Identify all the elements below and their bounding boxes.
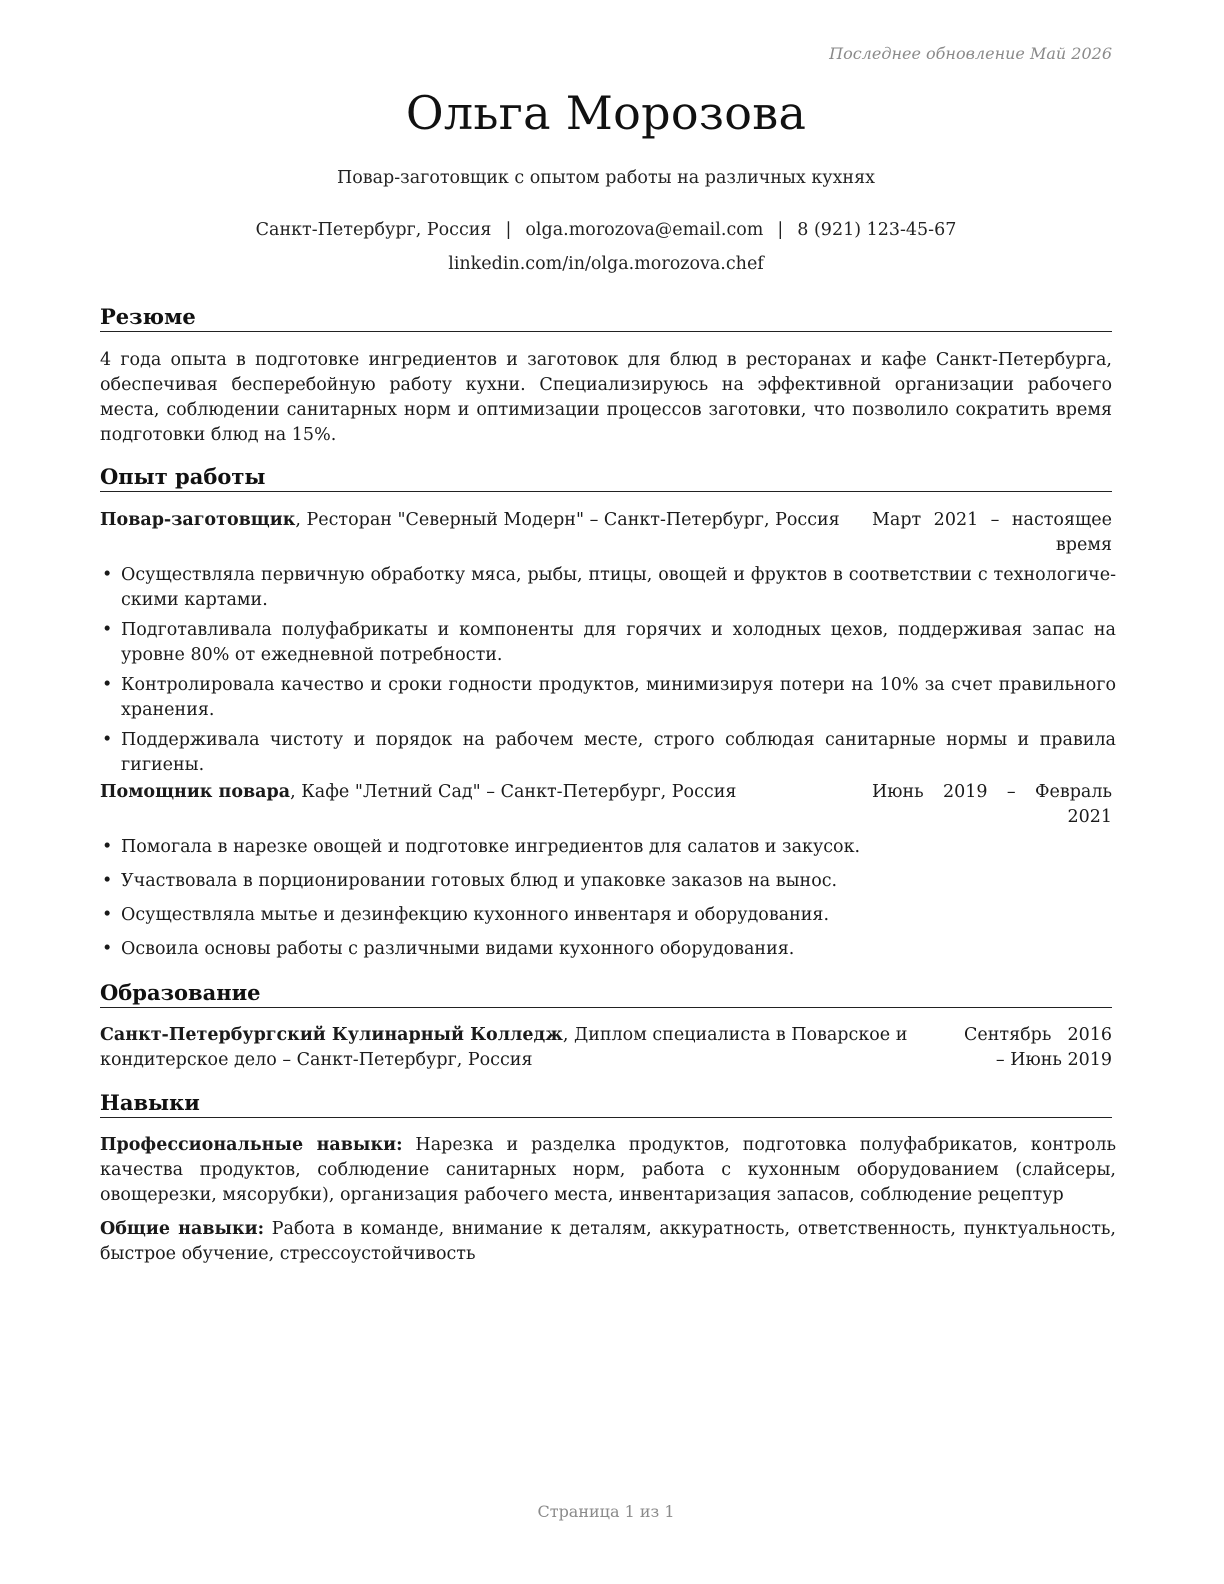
education-school: Санкт-Петербургский Кулинарный Колледж	[100, 1025, 563, 1045]
bullet-icon: •	[102, 675, 113, 695]
candidate-tagline: Повар-заготовщик с опытом работы на различных кухнях	[336, 168, 876, 188]
contact-email[interactable]: olga.morozova@email.com	[525, 220, 764, 240]
section-title-education: Образование	[100, 980, 1112, 1008]
job-bullets	[100, 835, 1116, 962]
bullet-icon: •	[102, 939, 113, 959]
resume-page	[100, 0, 1116, 1584]
bullet-icon: •	[102, 565, 113, 585]
general-skills-label: Общие навыки:	[100, 1219, 265, 1239]
list-item: • Помогала в нарезке овощей и подготовке ингредиентов для салатов и закусок.	[100, 835, 1116, 860]
summary-text: 4 года опыта в подготовке ингредиентов и заготовок для блюд в ресторанах и кафе Санкт-Петербурга, обеспечивая бесперебойную работу кухни. Специализируюсь на эффективной организации рабочего места, соблюдении санитарных норм и оптимизации процессов заготовки, что позволило сократить время подготовки блюд на 15%.	[100, 350, 1112, 445]
professional-skills	[100, 1133, 1116, 1208]
contact-location: Санкт-Петербург, Россия	[255, 220, 492, 240]
job-place: , Ресторан "Северный Модерн" – Санкт-Петербург, Россия	[295, 510, 840, 530]
job-place: , Кафе "Летний Сад" – Санкт-Петербург, Россия	[290, 782, 737, 802]
list-item: • Осуществляла первичную обработку мяса, рыбы, птицы, овощей и фруктов в соответствии с технологическими картами.	[102, 565, 1116, 610]
list-item: • Подготавливала полуфабрикаты и компоненты для горячих и холодных цехов, поддерживая запас на уровне 80% от ежедневной потребности.	[102, 620, 1116, 665]
bullet-icon: •	[102, 620, 113, 640]
general-skills-text: Работа в команде, внимание к деталям, аккуратность, ответственность, пунктуальность, быстрое обучение, стрессоустойчивость	[100, 1219, 1116, 1264]
bullet-icon: •	[102, 871, 113, 891]
list-item: • Освоила основы работы с различными видами кухонного оборудования.	[100, 937, 1116, 962]
contact-separator: |	[777, 220, 784, 240]
list-item: • Осуществляла мытье и дезинфекцию кухонного инвентаря и оборудования.	[100, 903, 1116, 928]
list-item: • Участвовала в порционировании готовых блюд и упаковке заказов на вынос.	[100, 869, 1116, 894]
education-dates: Сентябрь 2016 – Июнь 2019	[964, 1025, 1112, 1070]
last-updated: Последнее обновление Май 2026	[829, 44, 1112, 63]
job-role: Повар-заготовщик	[100, 510, 296, 530]
bullet-icon: •	[102, 730, 113, 750]
list-item: • Поддерживала чистоту и порядок на рабочем месте, строго соблюдая санитарные нормы и правила гигиены.	[102, 730, 1116, 775]
job-title-line	[100, 780, 860, 805]
page-number: Страница 1 из 1	[537, 1502, 675, 1521]
section-title-skills: Навыки	[100, 1090, 1112, 1118]
education-degree: , Диплом специалиста в Поварское и кондитерское дело – Санкт-Петербург, Россия	[100, 1025, 908, 1070]
general-skills	[100, 1217, 1116, 1267]
section-title-summary: Резюме	[100, 304, 1112, 332]
job-dates: Июнь 2019 – Февраль 2021	[872, 782, 1112, 827]
contact-line	[100, 220, 1112, 240]
job-bullets	[100, 563, 1116, 778]
list-item: • Контролировала качество и сроки годности продуктов, минимизируя потери на 10% за счет правильного хранения.	[102, 675, 1116, 720]
section-title-experience: Опыт работы	[100, 464, 1112, 492]
linkedin-link[interactable]: linkedin.com/in/olga.morozova.chef	[448, 254, 764, 274]
job-title-line	[100, 508, 860, 533]
bullet-icon: •	[102, 905, 113, 925]
bullet-icon: •	[102, 837, 113, 857]
contact-phone[interactable]: 8 (921) 123-45-67	[797, 220, 957, 240]
professional-skills-label: Профессиональные навыки:	[100, 1135, 403, 1155]
education-line	[100, 1023, 970, 1073]
professional-skills-text: Нарезка и разделка продуктов, подготовка полуфабрикатов, контроль качества продуктов, соблюдение санитарных норм, работа с кухонным оборудованием (слайсеры, овощерезки, мясорубки), организация рабочего места, инвентаризация запасов, соблюдение рецептур	[100, 1135, 1116, 1205]
candidate-name: Ольга Морозова	[405, 86, 807, 140]
job-dates: Март 2021 – настоящее время	[872, 510, 1112, 555]
job-role: Помощник повара	[100, 782, 291, 802]
contact-separator: |	[505, 220, 512, 240]
